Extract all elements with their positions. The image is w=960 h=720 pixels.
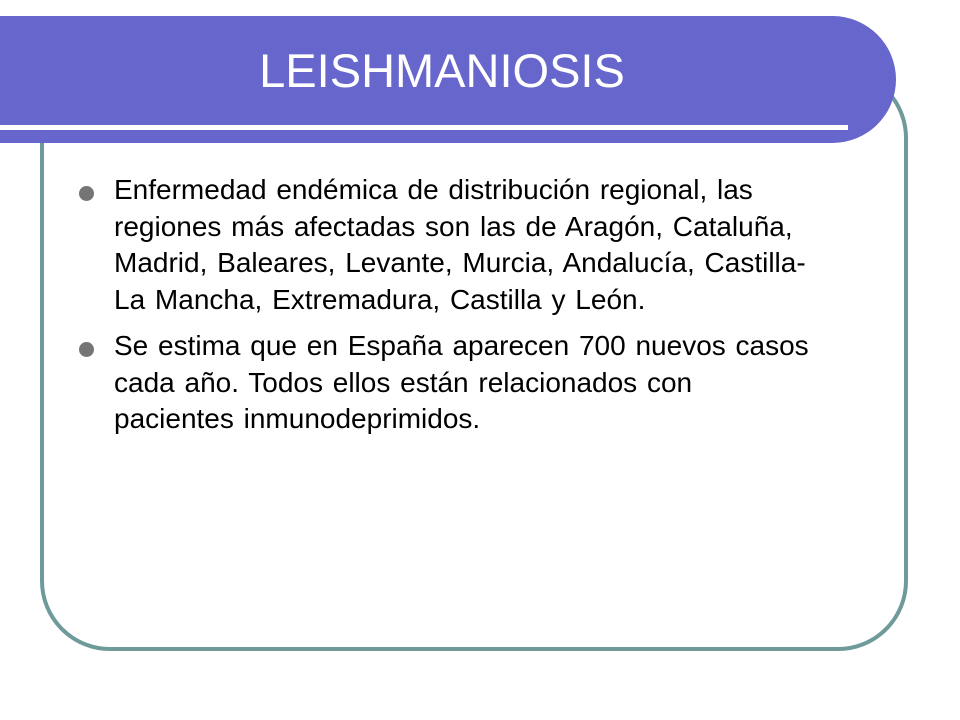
title-underline [0,125,848,130]
slide-title: LEISHMANIOSIS [259,44,625,97]
bullet-dot-icon [79,342,94,357]
bullet-item [76,328,816,438]
bullet-item [76,172,816,318]
bullet-text: Enfermedad endémica de distribución regional, las regiones más afectadas son las de Aragón, Cataluña, Madrid, Baleares, Levante, Murcia, Andalucía, Castilla-La Mancha, Extremadura, Castilla y León. [114,174,806,315]
bullet-dot-icon [79,186,94,201]
bullet-text: Se estima que en España aparecen 700 nuevos casos cada año. Todos ellos están relacionados con pacientes inmunodeprimidos. [114,330,809,434]
bullet-list [76,172,816,448]
